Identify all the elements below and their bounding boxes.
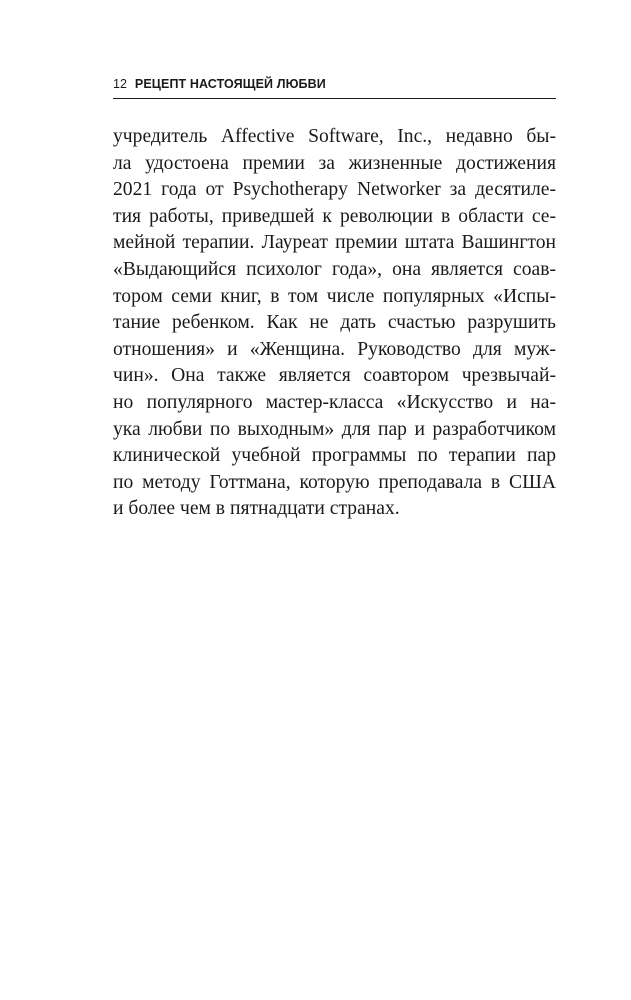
running-head [113,76,556,99]
text-line: по методу Готтмана, которую преподавала в США [113,471,556,493]
text-line: ла удостоена премии за жизненные достижения [113,152,556,174]
text-line: учредитель Affective Software, Inc., недавно бы- [113,126,556,147]
text-line: клинической учебной программы по терапии пар [113,445,556,467]
body-paragraph [113,124,556,523]
text-line: и более чем в пятнадцати странах. [113,498,400,520]
text-line: ука любви по выходным» для пар и разработчиком [113,418,556,440]
page-number: 12 [113,77,127,91]
text-line: тание ребенком. Как не дать счастью разрушить [113,312,556,334]
text-line: «Выдающийся психолог года», она является соав- [113,258,556,280]
text-line: отношения» и «Женщина. Руководство для муж- [113,338,556,360]
text-line: тором семи книг, в том числе популярных «Испы- [113,285,556,307]
running-title: РЕЦЕПТ НАСТОЯЩЕЙ ЛЮБВИ [134,77,326,91]
text-line: тия работы, приведшей к революции в области се- [113,205,556,227]
text-line: но популярного мастер-класса «Искусство и на- [113,391,556,413]
text-line: мейной терапии. Лауреат премии штата Вашингтон [113,232,556,254]
text-line: чин». Она также является соавтором чрезвычай- [113,365,556,387]
text-line: 2021 года от Psychotherapy Networker за десятиле- [113,179,556,201]
